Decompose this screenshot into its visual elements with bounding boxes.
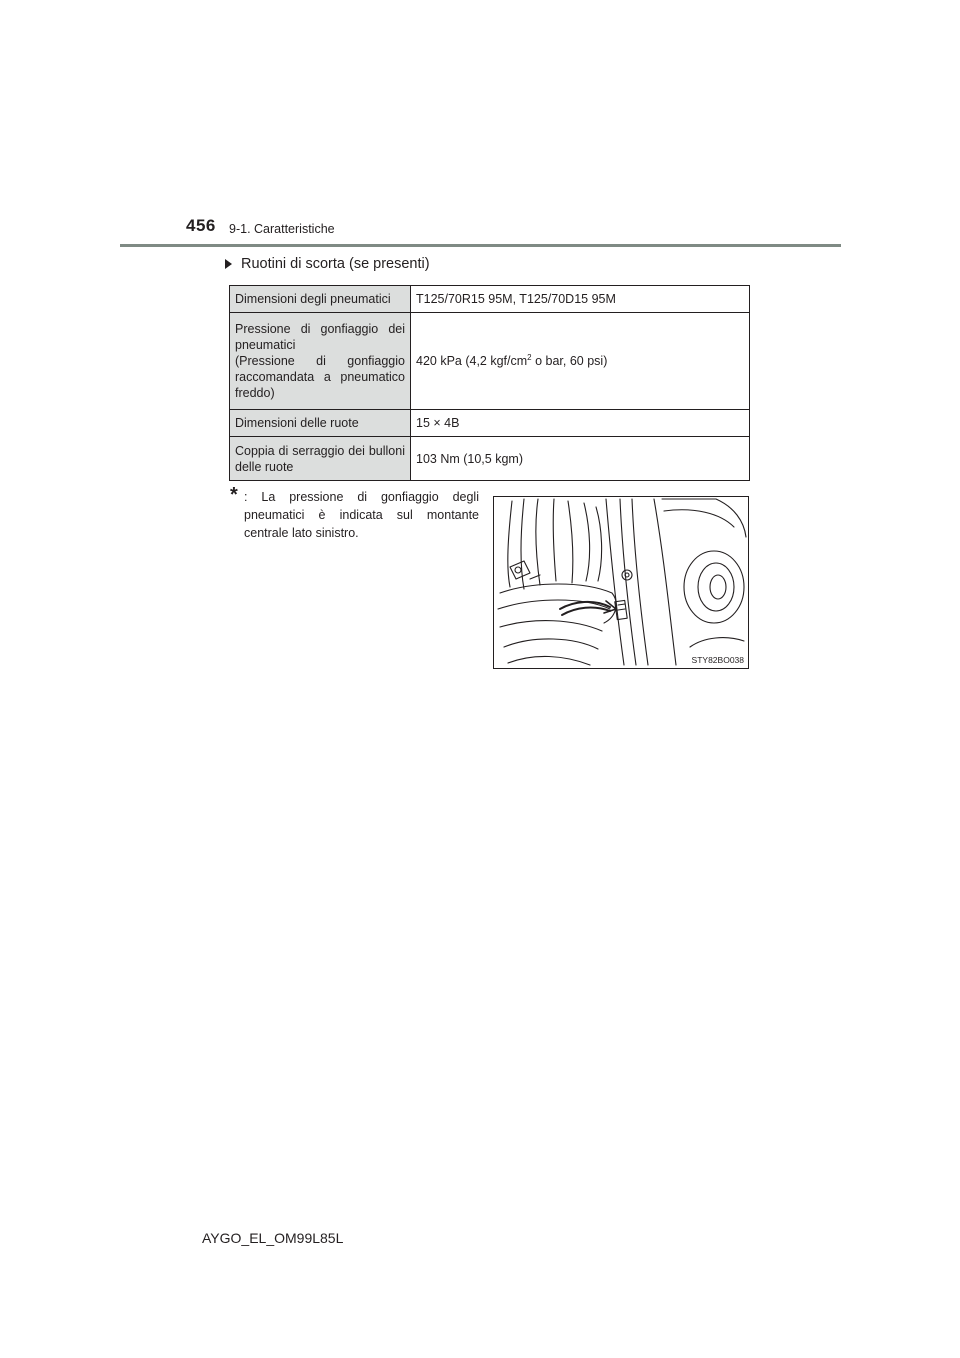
figure-code: STY82BO038 (691, 655, 744, 665)
section-title: 9-1. Caratteristiche (229, 222, 335, 236)
subsection-title: Ruotini di scorta (se presenti) (241, 256, 430, 272)
pressure-value: 420 kPa (4,2 kgf/cm (416, 354, 528, 368)
document-code: AYGO_EL_OM99L85L (202, 1230, 344, 1246)
row-label: Dimensioni delle ruote (230, 410, 411, 437)
table-row (230, 286, 750, 313)
table-row (230, 313, 750, 410)
triangle-bullet-icon (225, 259, 232, 269)
row-label-line: (Pressione di gonfiaggio raccomandata a pneumatico freddo) (235, 354, 405, 400)
table-row (230, 410, 750, 437)
row-label: Coppia di serraggio dei bulloni delle ruote (230, 437, 411, 481)
pressure-value-rest: o bar, 60 psi) (531, 354, 608, 368)
header-divider (120, 244, 841, 247)
row-value: 15 × 4B (411, 410, 750, 437)
row-value: T125/70R15 95M, T125/70D15 95M (411, 286, 750, 313)
b-pillar-illustration (493, 496, 749, 669)
subsection-heading (225, 256, 430, 272)
spare-tire-spec-table (229, 285, 750, 481)
superscript: 2 (527, 353, 532, 362)
row-label (230, 313, 411, 410)
page-number: 456 (186, 216, 216, 235)
row-label-line: Pressione di gonfiaggio dei pneumatici (235, 322, 405, 352)
row-label: Dimensioni degli pneumatici (230, 286, 411, 313)
footnote (230, 484, 479, 542)
table-row (230, 437, 750, 481)
footnote-mark: * (230, 484, 238, 506)
footnote-text: : La pressione di gonfiaggio degli pneumatici è indicata sul montante centrale lato sinistro. (244, 490, 479, 540)
car-interior-drawing (494, 497, 748, 668)
row-value (411, 313, 750, 410)
row-value: 103 Nm (10,5 kgm) (411, 437, 750, 481)
